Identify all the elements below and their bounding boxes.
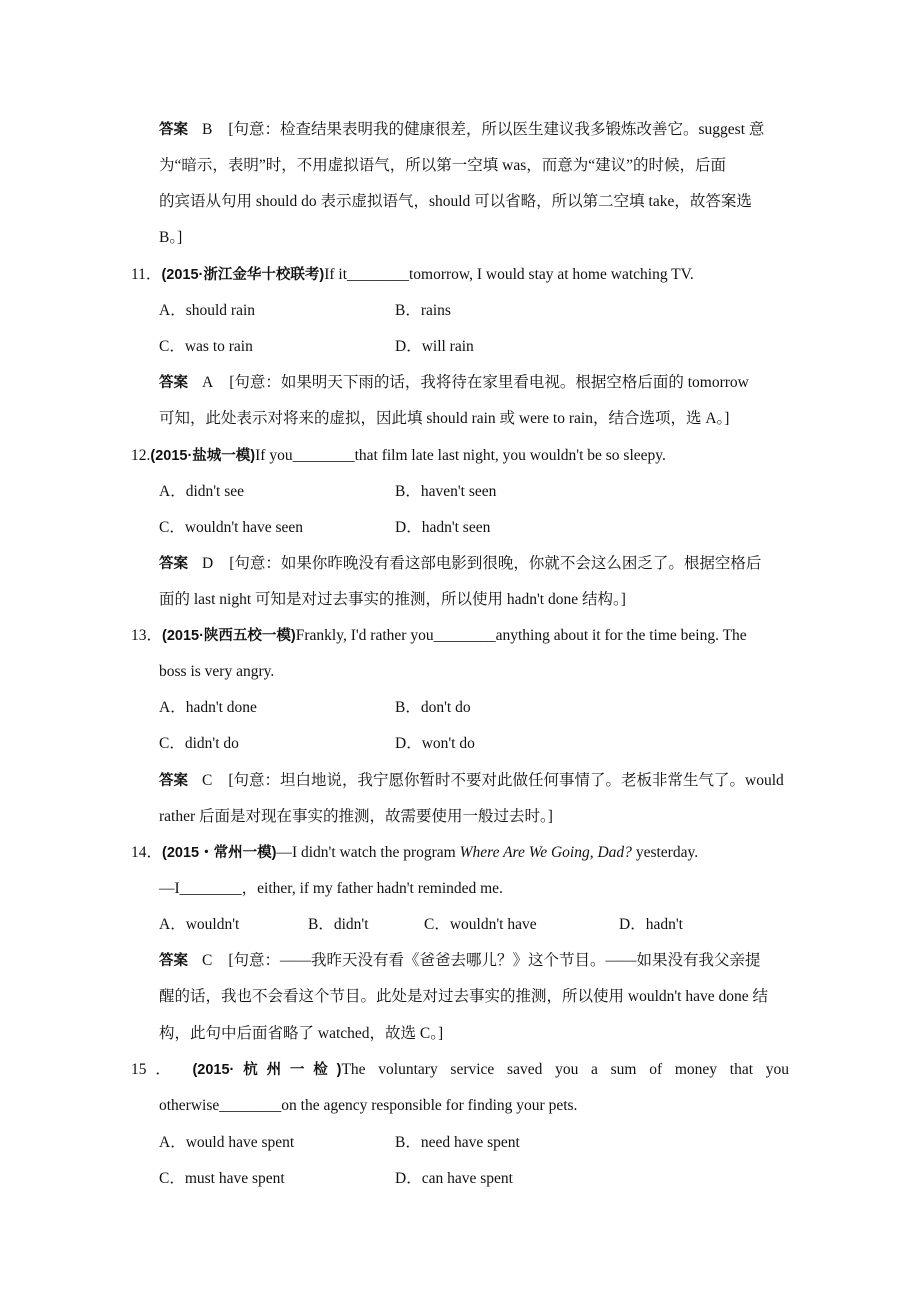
q10-answer-line-4: B。] — [159, 229, 183, 246]
option-b: B．don't do — [395, 699, 471, 716]
question-number: 11． — [131, 266, 162, 283]
option-b: B．haven't seen — [395, 483, 497, 500]
question-14-stem — [131, 843, 698, 863]
question-source: (2015·陕西五校一模) — [162, 628, 296, 644]
q13-answer-line-1 — [159, 771, 784, 791]
option-b: B．didn't — [308, 916, 369, 933]
question-12-stem — [131, 446, 666, 466]
q11-answer-line-1 — [159, 373, 749, 393]
answer-label: 答案 — [159, 773, 188, 789]
question-text: If you________that film late last night, you wouldn't be so sleepy. — [255, 447, 666, 464]
question-number: 12. — [131, 447, 151, 464]
option-b: B．need have spent — [395, 1134, 520, 1151]
option-b: B．rains — [395, 302, 451, 319]
answer-label: 答案 — [159, 375, 188, 391]
question-13-stem-line-2: boss is very angry. — [159, 663, 275, 680]
answer-explanation: [句意：坦白地说，我宁愿你暂时不要对此做任何事情了。老板非常生气了。would — [228, 772, 784, 789]
option-c: C．wouldn't have — [424, 916, 537, 933]
question-14-stem-line-2: —I________，either, if my father hadn't reminded me. — [159, 880, 503, 897]
option-a: A．wouldn't — [159, 916, 240, 933]
option-d: D．won't do — [395, 735, 475, 752]
option-d: D．hadn't — [619, 916, 683, 933]
answer-letter: B — [202, 121, 213, 138]
answer-letter: A — [202, 374, 214, 391]
option-c: C．must have spent — [159, 1170, 285, 1187]
question-text-pre: —I didn't watch the program — [276, 844, 460, 861]
q14-answer-line-2: 醒的话，我也不会看这个节目。此处是对过去事实的推测，所以使用 wouldn't have done 结 — [159, 988, 768, 1005]
option-a: A．should rain — [159, 302, 256, 319]
q14-answer-line-1 — [159, 951, 761, 971]
question-text: Frankly, I'd rather you________anything about it for the time being. The — [295, 627, 747, 644]
question-number: 14． — [131, 844, 163, 861]
question-11-stem — [131, 265, 694, 285]
q11-answer-line-2: 可知，此处表示对将来的虚拟，因此填 should rain 或 were to rain，结合选项，选 A。] — [159, 410, 730, 427]
answer-label: 答案 — [159, 122, 188, 138]
question-source: (2015·杭州一检) — [192, 1062, 342, 1078]
q13-answer-line-2: rather 后面是对现在事实的推测，故需要使用一般过去时。] — [159, 808, 553, 825]
question-15-stem — [131, 1060, 789, 1080]
question-13-stem — [131, 626, 747, 646]
answer-explanation: [句意：——我昨天没有看《爸爸去哪儿？》这个节目。——如果没有我父亲提 — [228, 952, 761, 969]
option-a: A．hadn't done — [159, 699, 257, 716]
question-text: If it________tomorrow, I would stay at home watching TV. — [324, 266, 694, 283]
question-15-stem-line-2: otherwise________on the agency responsible for finding your pets. — [159, 1097, 578, 1114]
option-d: D．will rain — [395, 338, 474, 355]
answer-letter: D — [202, 555, 214, 572]
q10-answer-line-1 — [159, 120, 764, 140]
answer-letter: C — [202, 952, 213, 969]
q10-answer-line-2: 为“暗示，表明”时，不用虚拟语气，所以第一空填 was，而意为“建议”的时候，后面 — [159, 157, 727, 174]
answer-explanation: [句意：如果你昨晚没有看这部电影到很晚，你就不会这么困乏了。根据空格后 — [229, 555, 762, 572]
program-title: Where Are We Going, Dad? — [459, 844, 632, 861]
question-source: (2015・常州一模) — [162, 845, 277, 861]
q12-answer-line-1 — [159, 554, 761, 574]
q12-answer-line-2: 面的 last night 可知是对过去事实的推测，所以使用 hadn't done 结构。] — [159, 591, 626, 608]
question-source: (2015·盐城一模) — [150, 448, 256, 464]
q14-answer-line-3: 构，此句中后面省略了 watched，故选 C。] — [159, 1025, 444, 1042]
option-c: C．wouldn't have seen — [159, 519, 303, 536]
answer-explanation: [句意：如果明天下雨的话，我将待在家里看电视。根据空格后面的 tomorrow — [229, 374, 749, 391]
option-c: C．didn't do — [159, 735, 239, 752]
answer-label: 答案 — [159, 953, 188, 969]
question-text: The voluntary service saved you a sum of money that you — [341, 1061, 789, 1078]
answer-label: 答案 — [159, 556, 188, 572]
question-number: 15． — [131, 1061, 180, 1078]
option-d: D．can have spent — [395, 1170, 513, 1187]
option-d: D．hadn't seen — [395, 519, 491, 536]
option-c: C．was to rain — [159, 338, 253, 355]
option-a: A．didn't see — [159, 483, 245, 500]
option-a: A．would have spent — [159, 1134, 295, 1151]
question-number: 13． — [131, 627, 163, 644]
question-text-post: yesterday. — [631, 844, 699, 861]
answer-explanation: [句意：检查结果表明我的健康很差，所以医生建议我多锻炼改善它。suggest 意 — [228, 121, 765, 138]
q10-answer-line-3: 的宾语从句用 should do 表示虚拟语气，should 可以省略，所以第二空填 take，故答案选 — [159, 193, 752, 210]
question-source: (2015·浙江金华十校联考) — [161, 267, 325, 283]
answer-letter: C — [202, 772, 213, 789]
